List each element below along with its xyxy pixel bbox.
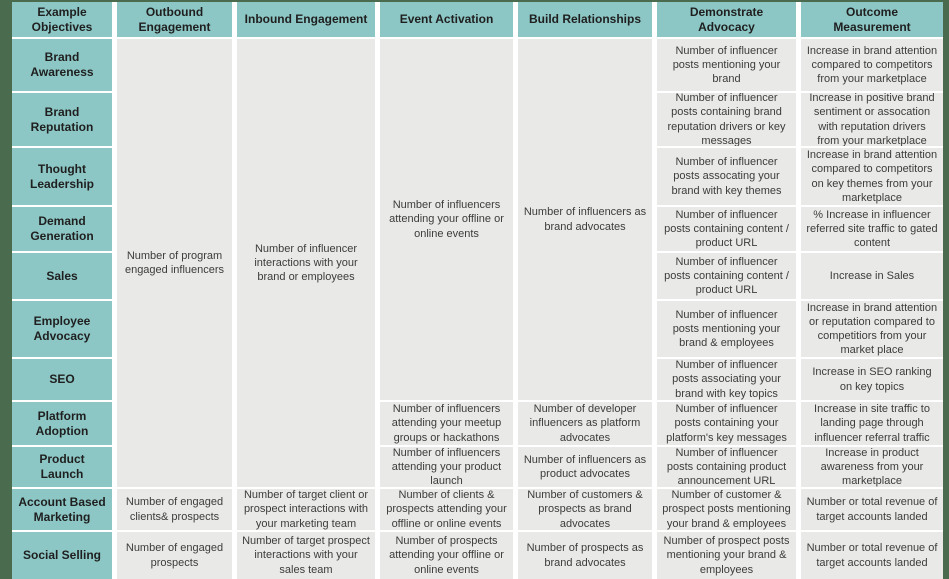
influencer-metrics-table xyxy=(12,2,943,579)
cell-product-launch-event: Number of influencers attending your product launch xyxy=(380,447,513,487)
row-label-product-launch: Product Launch xyxy=(12,447,112,487)
cell-social-selling-advocacy: Number of prospect posts mentioning your brand & employees xyxy=(657,532,796,579)
cell-social-selling-outcome: Number or total revenue of target accounts landed xyxy=(801,532,943,579)
cell-thought-leadership-outcome: Increase in brand attention compared to competitors on key themes from your marketplace xyxy=(801,148,943,205)
row-label-platform-adoption: Platform Adoption xyxy=(12,402,112,445)
row-label-brand-awareness: Brand Awareness xyxy=(12,39,112,91)
cell-sales-advocacy: Number of influencer posts containing content / product URL xyxy=(657,253,796,299)
cell-employee-advocacy-advocacy: Number of influencer posts mentioning your brand & employees xyxy=(657,301,796,357)
column-header-inbound-engagement: Inbound Engagement xyxy=(237,2,375,37)
cell-product-launch-relationships: Number of influencers as product advocates xyxy=(518,447,652,487)
cell-seo-advocacy: Number of influencer posts associating your brand with key topics xyxy=(657,359,796,400)
cell-abm-event: Number of clients & prospects attending your offline or online events xyxy=(380,489,513,530)
cell-brand-reputation-outcome: Increase in positive brand sentiment or assocation with reputation drivers from your marketplace xyxy=(801,93,943,146)
column-header-build-relationships: Build Relationships xyxy=(518,2,652,37)
row-label-account-based-marketing: Account Based Marketing xyxy=(12,489,112,530)
cell-social-selling-event: Number of prospects attending your offline or online events xyxy=(380,532,513,579)
row-label-employee-advocacy: Employee Advocacy xyxy=(12,301,112,357)
column-header-outbound-engagement: Outbound Engagement xyxy=(117,2,232,37)
cell-event-merged: Number of influencers attending your offline or online events xyxy=(380,39,513,400)
row-label-seo: SEO xyxy=(12,359,112,400)
row-label-thought-leadership: Thought Leadership xyxy=(12,148,112,205)
cell-inbound-merged: Number of influencer interactions with your brand or employees xyxy=(237,39,375,487)
cell-relationships-merged: Number of influencers as brand advocates xyxy=(518,39,652,400)
cell-platform-adoption-relationships: Number of developer influencers as platform advocates xyxy=(518,402,652,445)
cell-abm-inbound: Number of target client or prospect interactions with your marketing team xyxy=(237,489,375,530)
cell-platform-adoption-outcome: Increase in site traffic to landing page through influencer referral traffic xyxy=(801,402,943,445)
row-label-sales: Sales xyxy=(12,253,112,299)
cell-abm-relationships: Number of customers & prospects as brand advocates xyxy=(518,489,652,530)
cell-product-launch-outcome: Increase in product awareness from your marketplace xyxy=(801,447,943,487)
cell-platform-adoption-advocacy: Number of influencer posts containing your platform's key messages xyxy=(657,402,796,445)
column-header-example-objectives: Example Objectives xyxy=(12,2,112,37)
cell-outbound-merged: Number of program engaged influencers xyxy=(117,39,232,487)
column-header-demonstrate-advocacy: Demonstrate Advocacy xyxy=(657,2,796,37)
column-header-outcome-measurement: Outcome Measurement xyxy=(801,2,943,37)
column-header-event-activation: Event Activation xyxy=(380,2,513,37)
cell-abm-outcome: Number or total revenue of target accounts landed xyxy=(801,489,943,530)
row-label-demand-generation: Demand Generation xyxy=(12,207,112,251)
cell-brand-awareness-outcome: Increase in brand attention compared to competitors from your marketplace xyxy=(801,39,943,91)
cell-seo-outcome: Increase in SEO ranking on key topics xyxy=(801,359,943,400)
cell-brand-reputation-advocacy: Number of influencer posts containing brand reputation drivers or key messages xyxy=(657,93,796,146)
cell-social-selling-inbound: Number of target prospect interactions with your sales team xyxy=(237,532,375,579)
row-label-brand-reputation: Brand Reputation xyxy=(12,93,112,146)
row-label-social-selling: Social Selling xyxy=(12,532,112,579)
cell-thought-leadership-advocacy: Number of influencer posts assocating your brand with key themes xyxy=(657,148,796,205)
cell-abm-outbound: Number of engaged clients& prospects xyxy=(117,489,232,530)
cell-demand-generation-advocacy: Number of influencer posts containing content / product URL xyxy=(657,207,796,251)
cell-demand-generation-outcome: % Increase in influencer referred site traffic to gated content xyxy=(801,207,943,251)
cell-product-launch-advocacy: Number of influencer posts containing product announcement URL xyxy=(657,447,796,487)
cell-abm-advocacy: Number of customer & prospect posts mentioning your brand & employees xyxy=(657,489,796,530)
cell-social-selling-outbound: Number of engaged prospects xyxy=(117,532,232,579)
cell-platform-adoption-event: Number of influencers attending your meetup groups or hackathons xyxy=(380,402,513,445)
cell-social-selling-relationships: Number of prospects as brand advocates xyxy=(518,532,652,579)
cell-employee-advocacy-outcome: Increase in brand attention or reputation compared to competitiors from your market place xyxy=(801,301,943,357)
cell-brand-awareness-advocacy: Number of influencer posts mentioning your brand xyxy=(657,39,796,91)
cell-sales-outcome: Increase in Sales xyxy=(801,253,943,299)
